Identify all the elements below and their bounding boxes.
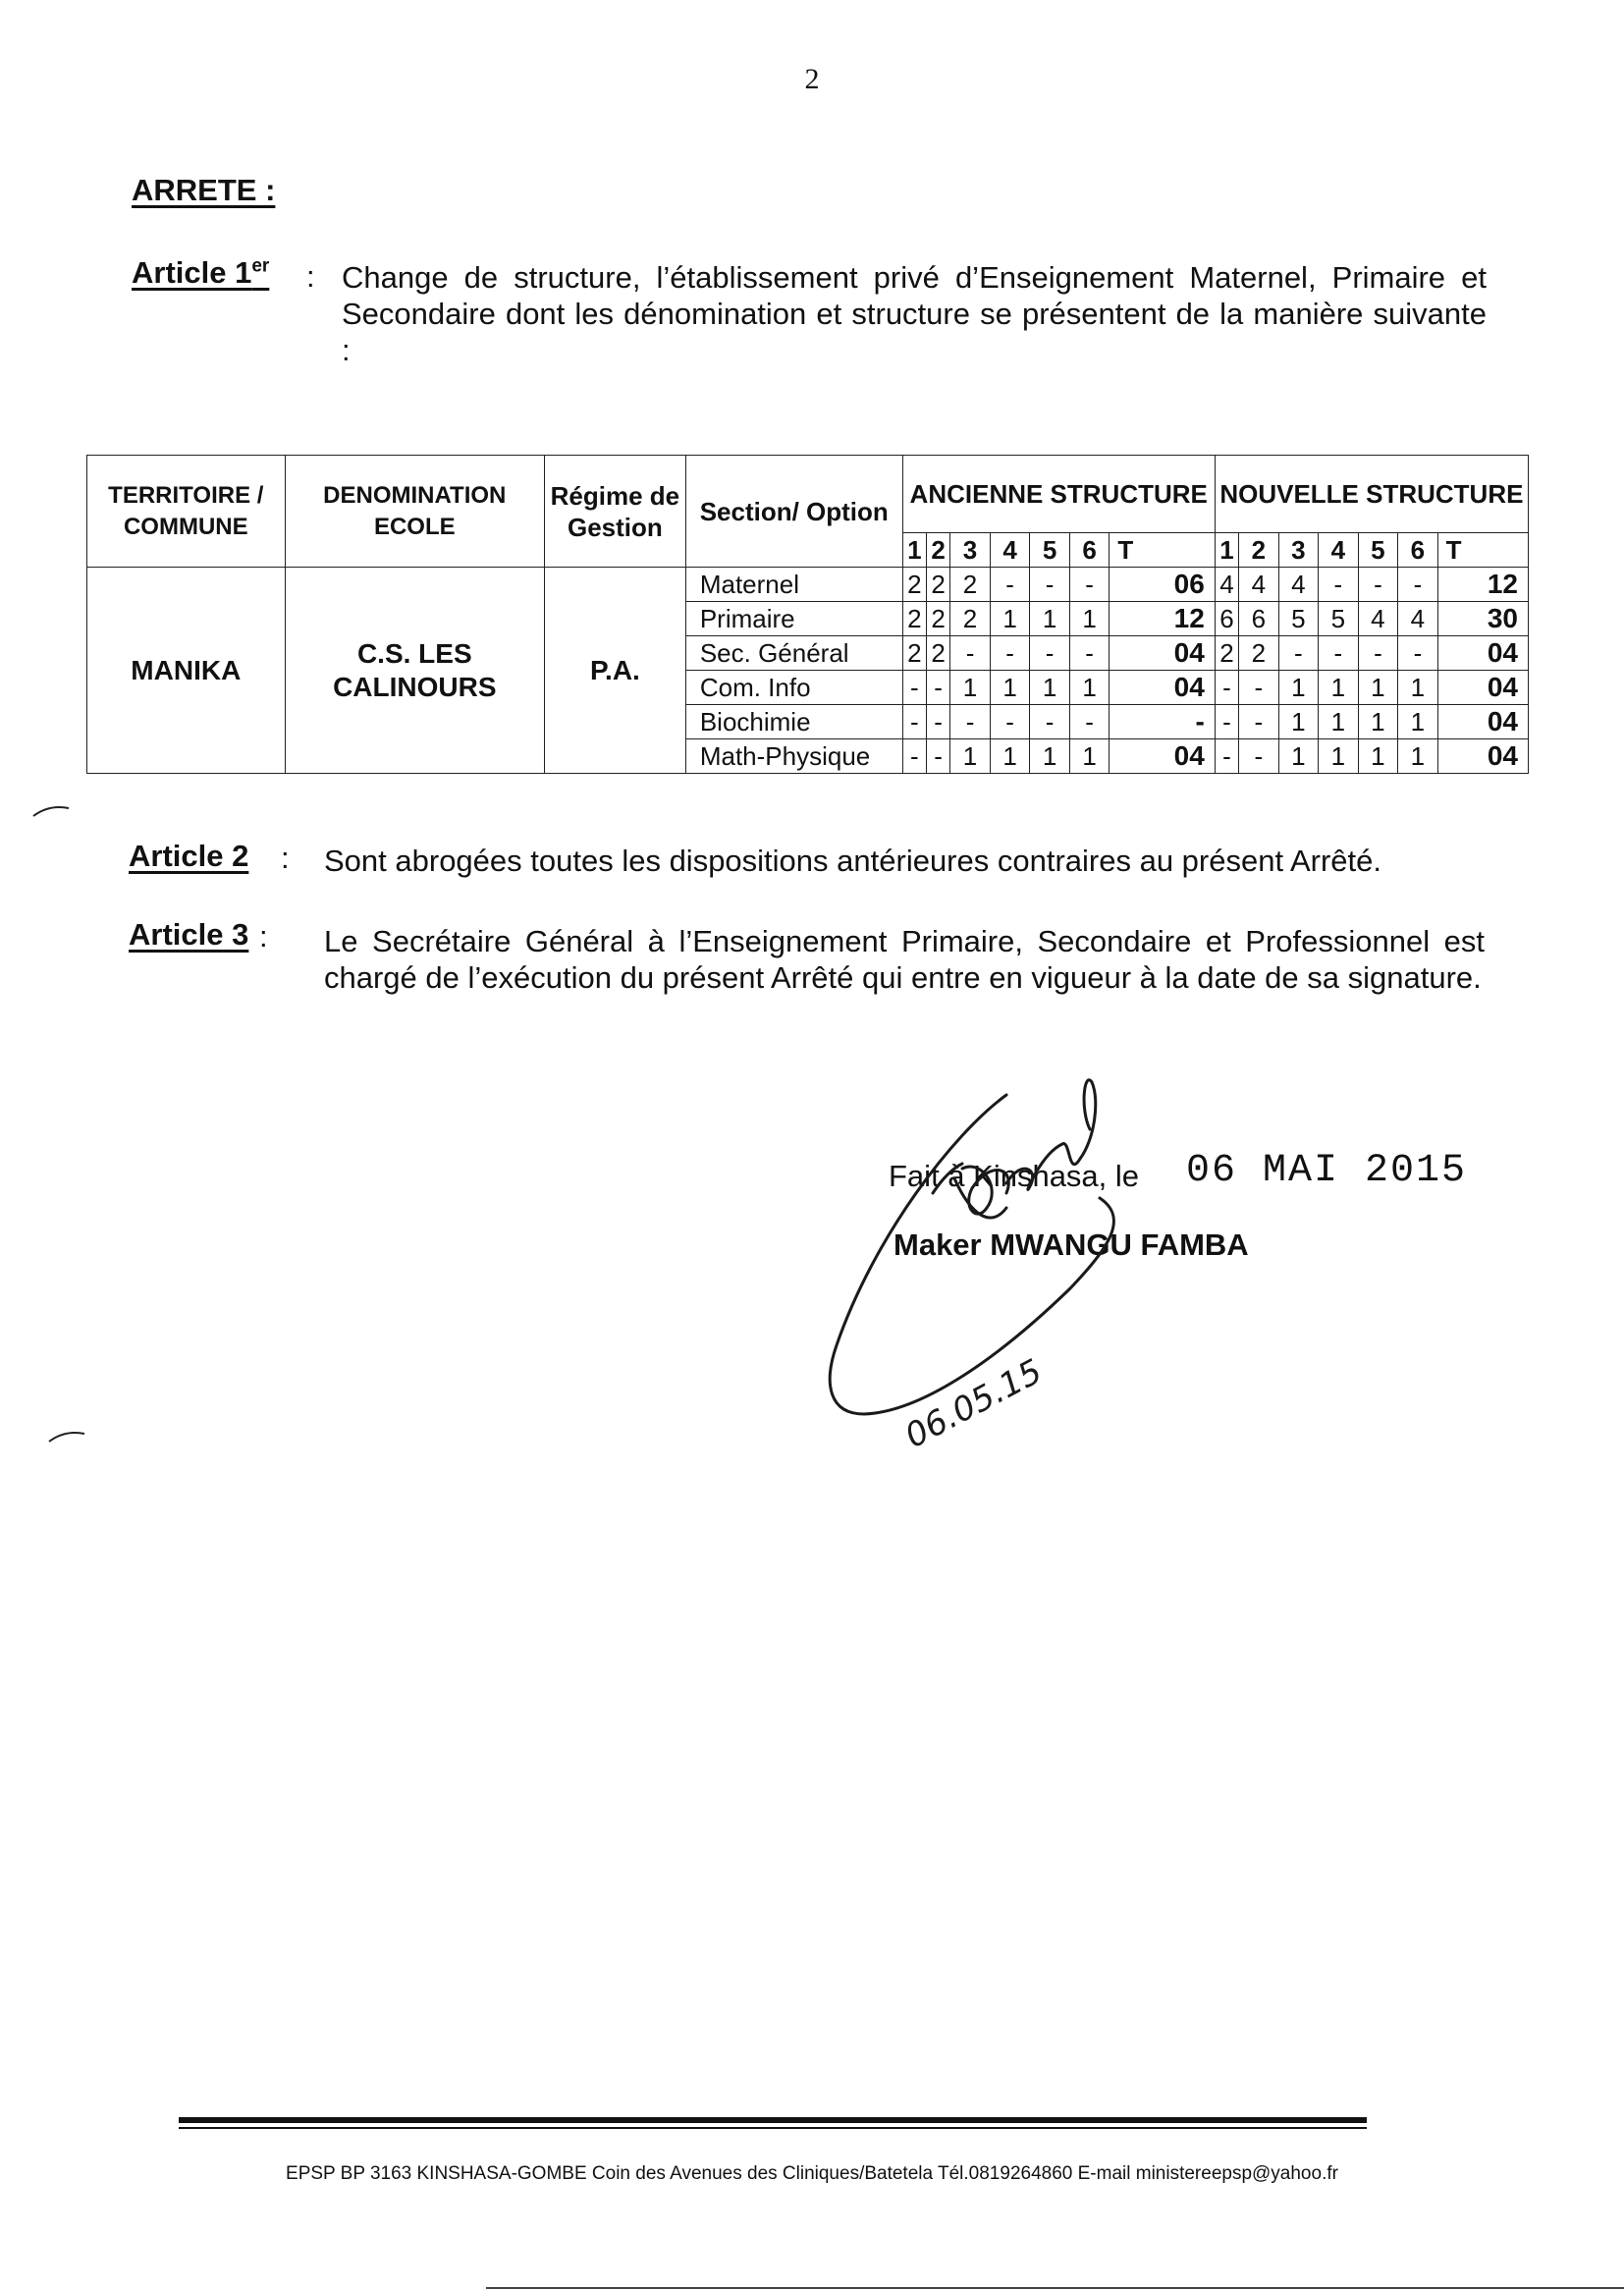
- nouvelle-level-cell: 1: [1319, 671, 1359, 705]
- ancienne-level-cell: -: [1069, 636, 1110, 671]
- ancienne-level-cell: 2: [926, 568, 949, 602]
- nouvelle-level-cell: 1: [1398, 671, 1438, 705]
- level-header: 5: [1030, 533, 1070, 568]
- nouvelle-level-cell: 2: [1215, 636, 1238, 671]
- nouvelle-level-cell: 1: [1278, 739, 1319, 774]
- ancienne-level-cell: -: [902, 705, 926, 739]
- total-header: T: [1110, 533, 1215, 568]
- ancienne-level-cell: 2: [902, 568, 926, 602]
- ancienne-level-cell: -: [902, 671, 926, 705]
- header-regime: Régime de Gestion: [544, 456, 685, 568]
- nouvelle-level-cell: 1: [1278, 705, 1319, 739]
- article-1-label-text: Article 1: [132, 255, 252, 290]
- ancienne-level-cell: 2: [926, 636, 949, 671]
- nouvelle-level-cell: 4: [1358, 602, 1398, 636]
- nouvelle-level-cell: 1: [1398, 739, 1438, 774]
- nouvelle-level-cell: -: [1215, 739, 1238, 774]
- nouvelle-level-cell: 1: [1358, 671, 1398, 705]
- nouvelle-level-cell: 4: [1398, 602, 1438, 636]
- section-cell: Com. Info: [685, 671, 902, 705]
- nouvelle-level-cell: -: [1319, 568, 1359, 602]
- nouvelle-level-cell: -: [1398, 636, 1438, 671]
- level-header: 4: [1319, 533, 1359, 568]
- nouvelle-level-cell: -: [1239, 705, 1279, 739]
- level-header: 1: [1215, 533, 1238, 568]
- ancienne-level-cell: 1: [950, 671, 991, 705]
- ancienne-level-cell: 2: [902, 636, 926, 671]
- table-row: [87, 568, 1529, 602]
- footer-rule-thin: [179, 2127, 1367, 2129]
- denomination-cell: C.S. LES CALINOURS: [285, 568, 544, 774]
- nouvelle-level-cell: 5: [1278, 602, 1319, 636]
- ancienne-level-cell: -: [950, 636, 991, 671]
- level-header: 5: [1358, 533, 1398, 568]
- nouvelle-level-cell: 6: [1239, 602, 1279, 636]
- ancienne-total-cell: 06: [1110, 568, 1215, 602]
- nouvelle-level-cell: -: [1358, 636, 1398, 671]
- page-number: 2: [804, 63, 820, 95]
- level-header: 2: [926, 533, 949, 568]
- section-cell: Sec. Général: [685, 636, 902, 671]
- nouvelle-level-cell: -: [1398, 568, 1438, 602]
- header-nouvelle-structure: NOUVELLE STRUCTURE: [1215, 456, 1528, 533]
- ancienne-level-cell: -: [990, 705, 1030, 739]
- nouvelle-level-cell: -: [1239, 739, 1279, 774]
- nouvelle-level-cell: -: [1319, 636, 1359, 671]
- article-3-text: Le Secrétaire Général à l’Enseignement Primaire, Secondaire et Professionnel est chargé de l’exécution du présent Arrêté qui entre en vigueur à la date de sa signature.: [324, 924, 1485, 995]
- ancienne-level-cell: -: [1069, 705, 1110, 739]
- ancienne-level-cell: -: [950, 705, 991, 739]
- article-2-colon: :: [281, 841, 290, 875]
- ancienne-level-cell: 1: [1069, 739, 1110, 774]
- header-denomination: DENOMINATION ECOLE: [285, 456, 544, 568]
- ancienne-level-cell: 1: [990, 602, 1030, 636]
- ancienne-level-cell: 1: [1069, 602, 1110, 636]
- article-1-label: [132, 255, 269, 291]
- header-section: Section/ Option: [685, 456, 902, 568]
- article-2-label: Article 2: [129, 839, 249, 873]
- ancienne-level-cell: 2: [926, 602, 949, 636]
- header-territoire: TERRITOIRE / COMMUNE: [87, 456, 286, 568]
- ancienne-total-cell: 04: [1110, 739, 1215, 774]
- nouvelle-level-cell: 1: [1319, 739, 1359, 774]
- ancienne-level-cell: 2: [950, 602, 991, 636]
- level-header: 6: [1069, 533, 1110, 568]
- scan-edge-line: [486, 2287, 1624, 2289]
- section-cell: Math-Physique: [685, 739, 902, 774]
- place-date-line: Fait à Kinshasa, le: [889, 1159, 1140, 1193]
- ancienne-total-cell: -: [1110, 705, 1215, 739]
- section-cell: Biochimie: [685, 705, 902, 739]
- ancienne-level-cell: -: [990, 568, 1030, 602]
- table-body: [87, 568, 1529, 774]
- nouvelle-total-cell: 04: [1437, 739, 1528, 774]
- nouvelle-level-cell: 1: [1398, 705, 1438, 739]
- article-1-label-sup: er: [251, 255, 270, 277]
- section-cell: Primaire: [685, 602, 902, 636]
- ancienne-total-cell: 04: [1110, 636, 1215, 671]
- ancienne-level-cell: -: [1030, 705, 1070, 739]
- decree-heading: ARRETE :: [132, 173, 276, 207]
- ancienne-level-cell: 2: [950, 568, 991, 602]
- level-header: 1: [902, 533, 926, 568]
- footer-address: EPSP BP 3163 KINSHASA-GOMBE Coin des Avenues des Cliniques/Batetela Tél.0819264860 E-mail ministereepsp@yahoo.fr: [286, 2163, 1338, 2184]
- nouvelle-total-cell: 30: [1437, 602, 1528, 636]
- nouvelle-level-cell: -: [1239, 671, 1279, 705]
- ancienne-level-cell: -: [1069, 568, 1110, 602]
- scan-mark: [29, 800, 73, 820]
- nouvelle-level-cell: 2: [1239, 636, 1279, 671]
- level-header: 3: [1278, 533, 1319, 568]
- nouvelle-level-cell: -: [1358, 568, 1398, 602]
- nouvelle-level-cell: 4: [1239, 568, 1279, 602]
- nouvelle-level-cell: 6: [1215, 602, 1238, 636]
- nouvelle-total-cell: 12: [1437, 568, 1528, 602]
- ancienne-level-cell: -: [1030, 636, 1070, 671]
- ancienne-level-cell: 2: [902, 602, 926, 636]
- ancienne-level-cell: 1: [1030, 739, 1070, 774]
- article-3-colon: :: [259, 919, 268, 954]
- nouvelle-level-cell: 5: [1319, 602, 1359, 636]
- ancienne-level-cell: 1: [990, 739, 1030, 774]
- regime-cell: P.A.: [544, 568, 685, 774]
- nouvelle-total-cell: 04: [1437, 671, 1528, 705]
- level-header: 3: [950, 533, 991, 568]
- ancienne-level-cell: -: [926, 671, 949, 705]
- signatory-name: Maker MWANGU FAMBA: [893, 1227, 1249, 1262]
- nouvelle-level-cell: 4: [1215, 568, 1238, 602]
- ancienne-level-cell: 1: [1069, 671, 1110, 705]
- nouvelle-level-cell: 1: [1319, 705, 1359, 739]
- level-header: 4: [990, 533, 1030, 568]
- nouvelle-level-cell: -: [1215, 705, 1238, 739]
- ancienne-total-cell: 12: [1110, 602, 1215, 636]
- level-header: 6: [1398, 533, 1438, 568]
- header-row-1: [87, 456, 1529, 533]
- nouvelle-level-cell: 1: [1358, 739, 1398, 774]
- nouvelle-level-cell: -: [1215, 671, 1238, 705]
- nouvelle-total-cell: 04: [1437, 705, 1528, 739]
- ancienne-level-cell: 1: [950, 739, 991, 774]
- ancienne-level-cell: 1: [1030, 602, 1070, 636]
- section-cell: Maternel: [685, 568, 902, 602]
- ancienne-level-cell: -: [926, 705, 949, 739]
- scan-mark: [45, 1426, 88, 1445]
- stamp-date: 06 MAI 2015: [1186, 1149, 1468, 1193]
- nouvelle-total-cell: 04: [1437, 636, 1528, 671]
- ancienne-level-cell: -: [902, 739, 926, 774]
- structure-table: [86, 455, 1529, 774]
- ancienne-level-cell: -: [926, 739, 949, 774]
- nouvelle-level-cell: 1: [1278, 671, 1319, 705]
- article-1-colon: :: [306, 259, 315, 294]
- ancienne-level-cell: 1: [1030, 671, 1070, 705]
- ancienne-level-cell: -: [1030, 568, 1070, 602]
- handwritten-signature: [805, 1061, 1276, 1473]
- total-header: T: [1437, 533, 1528, 568]
- header-ancienne-structure: ANCIENNE STRUCTURE: [902, 456, 1215, 533]
- article-3-label: Article 3: [129, 917, 249, 952]
- ancienne-level-cell: 1: [990, 671, 1030, 705]
- ancienne-level-cell: -: [990, 636, 1030, 671]
- nouvelle-level-cell: -: [1278, 636, 1319, 671]
- territoire-cell: MANIKA: [87, 568, 286, 774]
- nouvelle-level-cell: 4: [1278, 568, 1319, 602]
- footer-rule-thick: [179, 2117, 1367, 2123]
- article-2-text: Sont abrogées toutes les dispositions antérieures contraires au présent Arrêté.: [324, 844, 1382, 878]
- ancienne-total-cell: 04: [1110, 671, 1215, 705]
- nouvelle-level-cell: 1: [1358, 705, 1398, 739]
- article-1-text: Change de structure, l’établissement privé d’Enseignement Maternel, Primaire et Secondaire dont les dénomination et structure se présentent de la manière suivante :: [342, 260, 1487, 367]
- level-header: 2: [1239, 533, 1279, 568]
- handwritten-date: 06.05.15: [898, 1351, 1049, 1456]
